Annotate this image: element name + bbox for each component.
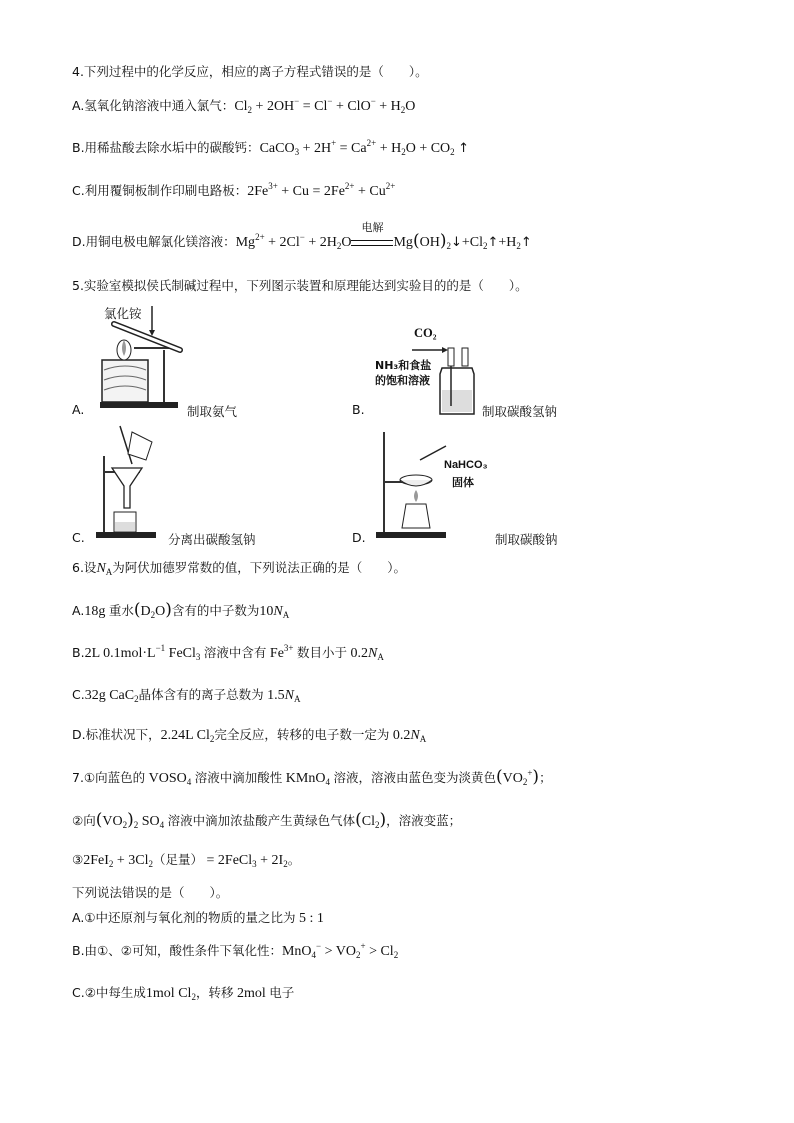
q5-d-label-2: 固体 <box>452 476 474 489</box>
q4-option-b[interactable] <box>72 139 469 158</box>
q5-b-label-2: 的饱和溶液 <box>375 374 430 387</box>
q5-c-caption: 分离出碳酸氢钠 <box>168 532 256 547</box>
q4-stem: 4.下列过程中的化学反应，相应的离子方程式错误的是（ ）。 <box>72 64 428 79</box>
q4-a-text: A.氢氧化钠溶液中通入氯气： <box>72 98 235 113</box>
q4-option-d[interactable] <box>72 221 532 252</box>
q7-sub-stem: 下列说法错误的是（ ）。 <box>72 885 229 900</box>
q7-statement-3: ③2FeI$_2$ + $3Cl_2$（足量） = 2FeCl$_3$ + $2I_2$。 <box>72 852 301 869</box>
q6-stem: 6.设$N_A$为阿伏加德罗常数的值，下列说法正确的是（ ）。 <box>72 560 407 577</box>
q5-stem: 5.实验室模拟侯氏制碱过程中，下列图示装置和原理能达到实验目的的是（ ）。 <box>72 278 528 293</box>
q5-b-label-1: NH₃和食盐 <box>375 359 432 372</box>
electrolysis-condition: 电解 <box>361 221 384 234</box>
q4-b-text: B.用稀盐酸去除水垢中的碳酸钙： <box>72 140 260 155</box>
q7-option-c[interactable]: C.②中每生成1mol $Cl_2$，转移 2mol 电子 <box>72 985 295 1002</box>
filtration-apparatus-figure <box>92 424 162 544</box>
q5-b-gas: CO₂ <box>414 326 437 340</box>
q5-d-letter[interactable]: D. <box>352 530 366 545</box>
q4-d-text: D.用铜电极电解氯化镁溶液： <box>72 234 236 249</box>
heating-apparatus-figure <box>372 424 452 544</box>
q7-statement-1: 7.①向蓝色的 $VOSO_4$ 溶液中滴加酸性 KMnO$_4$ 溶液，溶液由蓝色变为淡黄色$(VO_2^+)$； <box>72 767 552 787</box>
q4-b-equation: CaCO$_3$ + $2H^+ = Ca^{2+} + H_2O + CO_2$ ↑ <box>259 138 470 157</box>
q5-a-caption: 制取氨气 <box>187 404 238 419</box>
q6-option-c[interactable]: C.32g CaC$_2$晶体含有的离子总数为 $1.5N_A$ <box>72 687 301 704</box>
q4-d-equation: $Mg^{2+} + 2Cl^- + 2H_2O$ 电解 $Mg(OH)_2↓+Cl_2↑+H_2↑$ <box>235 221 532 251</box>
q4-c-equation: $2Fe^{3+} + Cu = 2Fe^{2+} + Cu^{2+}$ <box>247 181 396 199</box>
q5-b-letter[interactable]: B. <box>352 402 365 417</box>
q5-a-letter[interactable]: A. <box>72 402 85 417</box>
q4-option-a[interactable] <box>72 97 415 116</box>
q5-a-label: 氯化铵 <box>104 306 142 321</box>
q5-d-caption: 制取碳酸钠 <box>495 532 558 547</box>
q7-option-a[interactable]: A.①中还原剂与氧化剂的物质的量之比为 5 : 1 <box>72 910 324 926</box>
q6-option-b[interactable]: B.2L $0.1mol\cdot L^{-1}$ FeCl$_3$ 溶液中含有 $Fe^{3+}$ 数目小于 $0.2N_A$ <box>72 643 384 662</box>
q4-a-equation: $Cl_2 + 2OH^- = Cl^- + ClO^- + H_2O$ <box>234 96 416 115</box>
q4-option-c[interactable] <box>72 182 395 201</box>
q6-option-d[interactable]: D.标准状况下，2.24L $Cl_2$完全反应，转移的电子数一定为 $0.2N_A$ <box>72 727 427 744</box>
q6-option-a[interactable]: A.18g 重水$(D_2O)$含有的中子数为$10N_A$ <box>72 600 290 620</box>
q5-b-caption: 制取碳酸氢钠 <box>482 404 558 419</box>
q7-option-b[interactable]: B.由①、②可知，酸性条件下氧化性：$MnO_4^- > VO_2^+ > Cl_2$ <box>72 941 399 960</box>
q5-d-label-1: NaHCO₃ <box>444 459 488 471</box>
q7-statement-2: ②向$(VO_2)_2$ $SO_4$ 溶液中滴加浓盐酸产生黄绿色气体$(Cl_2)$，溶液变蓝； <box>72 810 462 830</box>
q5-c-letter[interactable]: C. <box>72 530 85 545</box>
q4-c-text: C.利用覆铜板制作印刷电路板： <box>72 183 248 198</box>
